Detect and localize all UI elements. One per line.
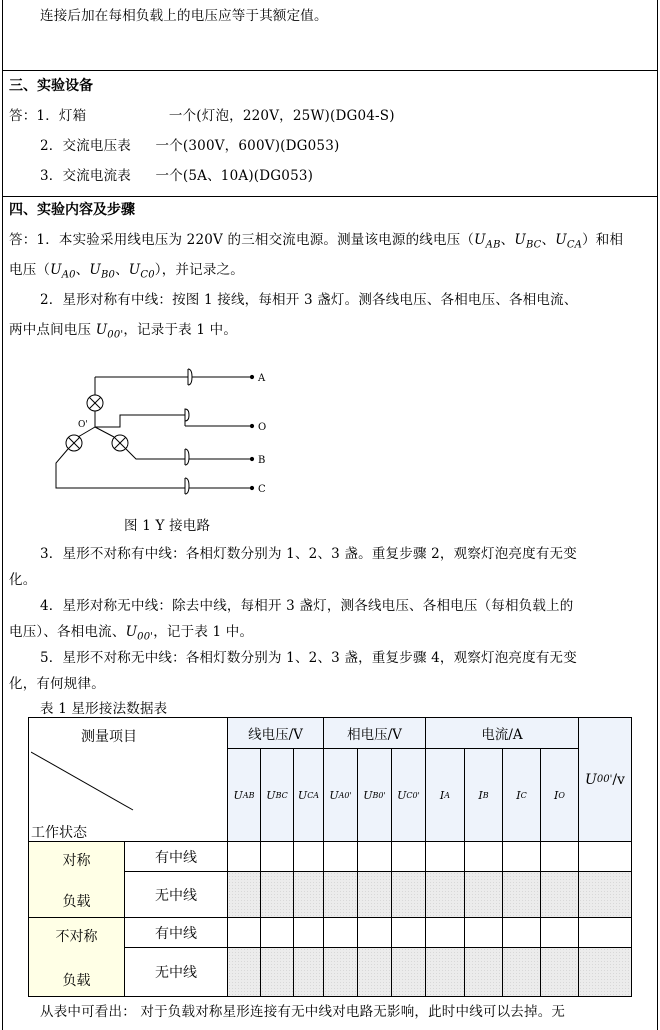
step1-line2-start: 电压（ — [9, 262, 51, 278]
step2-line1: 2．星形对称有中线：按图 1 接线，每相开 3 盏灯。测各线电压、各相电压、各相电流、 — [40, 292, 578, 308]
col-header-6 — [426, 749, 465, 842]
data-cell-r2-c8[interactable] — [503, 918, 541, 948]
data-cell-r1-c8[interactable] — [503, 872, 541, 918]
sym-u00-step4: U — [125, 624, 138, 640]
frame-right — [657, 0, 658, 1030]
data-cell-r2-c10[interactable] — [579, 918, 632, 948]
data-cell-r0-c6[interactable] — [426, 842, 465, 872]
sub-ab: AB — [485, 239, 501, 251]
data-cell-r0-c0[interactable] — [228, 842, 261, 872]
equipment-name-1: 灯箱 — [58, 108, 87, 124]
equipment-item-2 — [40, 134, 339, 154]
equipment-name-3: 交流电流表 — [62, 168, 131, 184]
sub-00-step4: 00' — [137, 631, 154, 643]
row-asym-load — [28, 918, 125, 997]
star-data-table — [28, 717, 632, 997]
data-cell-r3-c0[interactable] — [228, 948, 261, 997]
col-u00 — [579, 717, 632, 842]
data-cell-r0-c5[interactable] — [392, 842, 426, 872]
data-cell-r0-c8[interactable] — [503, 842, 541, 872]
data-cell-r1-c2[interactable] — [294, 872, 324, 918]
col-header-9 — [541, 749, 579, 842]
sym-uab: U — [474, 232, 486, 248]
section3-title: 三、实验设备 — [9, 78, 93, 94]
data-cell-r3-c2[interactable] — [294, 948, 324, 997]
step4-line2 — [9, 620, 253, 643]
conclusion-line: 从表中可看出： 对于负载对称星形连接有无中线对电路无影响，此时中线可以去掉。无 — [40, 1004, 566, 1020]
col-header-sub-8: C — [520, 790, 527, 800]
divider-2 — [2, 196, 658, 197]
step1-line2-end: ），并记录之。 — [154, 262, 244, 278]
data-cell-r2-c0[interactable] — [228, 918, 261, 948]
data-cell-r3-c5[interactable] — [392, 948, 426, 997]
col-u00-unit: /v — [612, 771, 625, 788]
col-header-sym-5: U — [397, 788, 407, 802]
col-header-sub-1: BC — [275, 790, 288, 800]
row-asym-top: 不对称 — [55, 929, 98, 945]
step2-line2-start: 两中点间电压 — [9, 322, 96, 338]
data-cell-r3-c10[interactable] — [579, 948, 632, 997]
data-cell-r2-c1[interactable] — [261, 918, 294, 948]
equipment-spec-2: 一个(300V，600V)(DG053) — [155, 138, 340, 154]
step2-line2 — [9, 318, 237, 341]
step5-line2: 化，有何规律。 — [9, 676, 105, 692]
sym-ub0: U — [89, 262, 101, 278]
data-cell-r1-c7[interactable] — [465, 872, 503, 918]
col-header-sym-0: U — [233, 788, 243, 802]
step4-line2-start: 电压）、各相电流、 — [9, 624, 126, 640]
col-header-8 — [503, 749, 541, 842]
step4-line1: 4．星形对称无中线：除去中线，每相开 3 盏灯，测各线电压、各相电压（每相负载上的 — [40, 598, 574, 614]
equipment-item-1 — [9, 104, 395, 124]
table-title: 表 1 星形接法数据表 — [40, 701, 168, 717]
row-asym-with-neutral: 有中线 — [125, 918, 228, 948]
sym-ubc: U — [514, 232, 526, 248]
data-cell-r1-c3[interactable] — [324, 872, 358, 918]
data-cell-r1-c9[interactable] — [541, 872, 579, 918]
col-header-0 — [228, 749, 261, 842]
label-o-prime: O' — [78, 420, 88, 430]
sub-00: 00' — [107, 329, 124, 341]
data-cell-r1-c10[interactable] — [579, 872, 632, 918]
step5-line1: 5．星形不对称无中线：各相灯数分别为 1、2、3 盏，重复步骤 4，观察灯泡亮度有无变 — [40, 650, 577, 666]
col-header-sub-2: CA — [307, 790, 320, 800]
step2-line2-end: ，记录于表 1 中。 — [123, 322, 238, 338]
step3-line1: 3．星形不对称有中线：各相灯数分别为 1、2、3 盏。重复步骤 2，观察灯泡亮度有无变 — [40, 546, 577, 562]
work-state-label: 工作状态 — [31, 825, 87, 841]
label-o: O — [258, 422, 267, 433]
label-a: A — [258, 373, 266, 384]
data-cell-r1-c6[interactable] — [426, 872, 465, 918]
col-header-sym-1: U — [266, 788, 276, 802]
col-u00-sub: 00' — [596, 774, 613, 785]
data-cell-r0-c10[interactable] — [579, 842, 632, 872]
col-header-3 — [324, 749, 358, 842]
data-cell-r0-c4[interactable] — [358, 842, 392, 872]
sep-1: 、 — [500, 232, 515, 248]
frame-left — [2, 0, 3, 1030]
equipment-spec-3: 一个(5A、10A)(DG053) — [155, 168, 314, 184]
col-header-5 — [392, 749, 426, 842]
row-sym-bottom: 负载 — [62, 894, 91, 910]
figure-caption: 图 1 Y 接电路 — [124, 518, 211, 534]
section4-title: 四、实验内容及步骤 — [9, 202, 135, 218]
data-cell-r2-c2[interactable] — [294, 918, 324, 948]
intro-line: 连接后加在每相负载上的电压应等于其额定值。 — [40, 8, 328, 24]
sub-bc: BC — [525, 239, 542, 251]
data-cell-r0-c2[interactable] — [294, 842, 324, 872]
equipment-item-3 — [40, 164, 313, 184]
data-cell-r2-c5[interactable] — [392, 918, 426, 948]
sub-ca: CA — [566, 239, 583, 251]
sym-ua0: U — [50, 262, 62, 278]
data-cell-r3-c4[interactable] — [358, 948, 392, 997]
group-line-voltage: 线电压/V — [228, 717, 324, 749]
col-header-4 — [358, 749, 392, 842]
col-header-7 — [465, 749, 503, 842]
col-header-sym-8: I — [516, 788, 521, 802]
equipment-name-2: 交流电压表 — [62, 138, 131, 154]
group-current: 电流/A — [426, 717, 579, 749]
col-header-sub-9: O — [558, 790, 565, 800]
step3-line2: 化。 — [9, 572, 37, 588]
step1-line1 — [9, 228, 623, 251]
data-cell-r3-c1[interactable] — [261, 948, 294, 997]
row-sym-top: 对称 — [62, 853, 91, 869]
label-c: C — [258, 484, 266, 495]
sep-2: 、 — [541, 232, 556, 248]
data-cell-r2-c4[interactable] — [358, 918, 392, 948]
equipment-num-1: 答：1． — [9, 108, 59, 124]
measure-item-cell — [28, 717, 228, 842]
col-header-sym-7: I — [478, 788, 483, 802]
equipment-num-2: 2． — [40, 138, 63, 154]
step4-line2-end: ，记于表 1 中。 — [153, 624, 254, 640]
data-cell-r0-c9[interactable] — [541, 842, 579, 872]
data-cell-r3-c3[interactable] — [324, 948, 358, 997]
step1-tail: ）和相 — [582, 232, 624, 248]
diagonal-line — [31, 750, 135, 812]
sep-4: 、 — [115, 262, 129, 278]
col-header-sym-3: U — [329, 788, 339, 802]
sub-a0: A0 — [61, 269, 76, 281]
data-cell-r0-c3[interactable] — [324, 842, 358, 872]
col-header-sub-3: A0' — [338, 790, 352, 800]
data-cell-r0-c7[interactable] — [465, 842, 503, 872]
data-cell-r1-c0[interactable] — [228, 872, 261, 918]
divider-1 — [2, 70, 658, 71]
row-asym-bottom: 负载 — [62, 973, 91, 989]
sym-u00: U — [95, 322, 108, 338]
sym-uca: U — [555, 232, 567, 248]
data-cell-r0-c1[interactable] — [261, 842, 294, 872]
data-cell-r2-c7[interactable] — [465, 918, 503, 948]
data-cell-r1-c1[interactable] — [261, 872, 294, 918]
row-sym-with-neutral: 有中线 — [125, 842, 228, 872]
data-cell-r2-c3[interactable] — [324, 918, 358, 948]
group-phase-voltage: 相电压/V — [324, 717, 426, 749]
label-b: B — [258, 455, 266, 466]
equipment-num-3: 3． — [40, 168, 63, 184]
sep-3: 、 — [75, 262, 90, 278]
equipment-spec-1: 一个(灯泡，220V，25W)(DG04-S) — [168, 108, 395, 124]
col-header-sym-2: U — [297, 788, 308, 802]
col-header-2 — [294, 749, 324, 842]
data-cell-r3-c9[interactable] — [541, 948, 579, 997]
col-header-sym-4: U — [363, 788, 373, 802]
sub-c0: C0 — [140, 269, 155, 281]
data-cell-r3-c8[interactable] — [503, 948, 541, 997]
step1-line2 — [9, 258, 244, 281]
col-header-sub-0: AB — [242, 790, 255, 800]
data-cell-r1-c4[interactable] — [358, 872, 392, 918]
col-header-sub-6: A — [444, 790, 451, 800]
col-u00-sym: U — [585, 771, 597, 788]
col-header-sym-9: I — [554, 788, 559, 802]
sub-b0: B0 — [100, 269, 116, 281]
sym-uc0: U — [128, 262, 141, 278]
data-cell-r1-c5[interactable] — [392, 872, 426, 918]
y-circuit-figure — [40, 355, 290, 505]
col-header-sym-6: I — [439, 788, 445, 802]
col-header-1 — [261, 749, 294, 842]
col-header-sub-4: B0' — [372, 790, 386, 800]
data-cell-r2-c9[interactable] — [541, 918, 579, 948]
row-asym-without-neutral: 无中线 — [125, 948, 228, 997]
col-header-sub-7: B — [482, 790, 489, 800]
row-sym-load — [28, 842, 125, 918]
data-cell-r3-c6[interactable] — [426, 948, 465, 997]
step1-text: 答：1．本实验采用线电压为 220V 的三相交流电源。测量该电源的线电压（ — [9, 232, 475, 248]
col-header-sub-5: C0' — [406, 790, 420, 800]
row-sym-without-neutral: 无中线 — [125, 872, 228, 918]
data-cell-r3-c7[interactable] — [465, 948, 503, 997]
data-cell-r2-c6[interactable] — [426, 918, 465, 948]
measure-item-label: 测量项目 — [81, 729, 137, 745]
